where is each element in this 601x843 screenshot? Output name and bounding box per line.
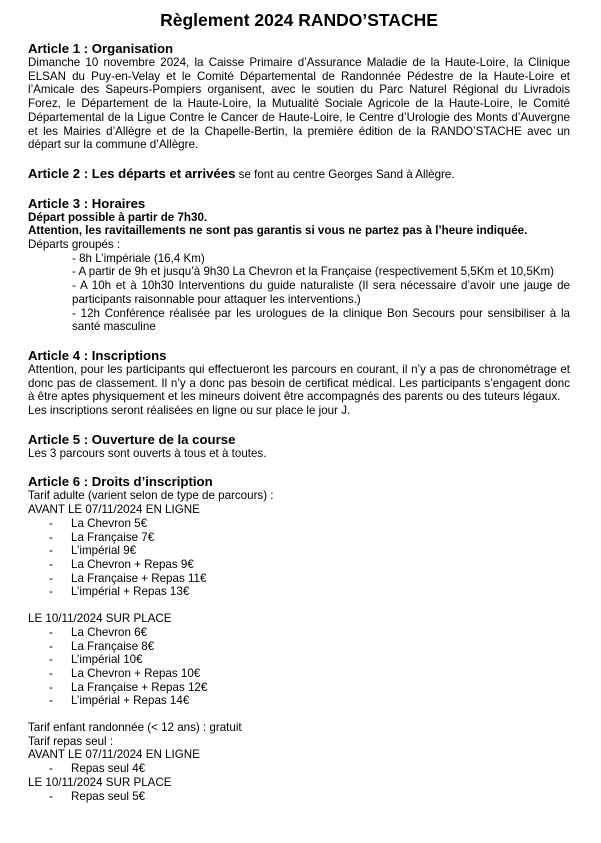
article-4-text-2: Les inscriptions seront réalisées en ligne ou sur place le jour J. [28,404,351,418]
article-5-text: Les 3 parcours sont ouverts à tous et à toutes. [28,446,267,460]
avant-label: AVANT LE 07/11/2024 EN LIGNE [28,503,200,517]
article-3-title: Article 3 : Horaires [28,195,146,211]
article-3-groupes: Départs groupés : [28,238,121,252]
tarif-enfant: Tarif enfant randonnée (< 12 ans) : gratuit [28,721,242,735]
price-list-online [28,517,570,599]
price-item: - Repas seul 5€ [49,789,146,803]
price-item: - La Française 8€ [49,639,155,653]
article-5-title: Article 5 : Ouverture de la course [28,431,236,447]
tarif-adulte: Tarif adulte (varient selon de type de parcours) : [28,489,274,503]
price-item: - La Chevron 6€ [49,625,148,639]
document-title: Règlement 2024 RANDO’STACHE [160,10,438,30]
schedule-item: - 12h Conférence réalisée par les urologues de la clinique Bon Secours pour sensibiliser à la santé masculine [72,306,570,334]
schedule-item: - A partir de 9h et jusqu’à 9h30 La Chevron et la Française (respectivement 5,5Km et 10,5Km) [72,265,555,279]
price-item: - L’impérial + Repas 13€ [49,585,190,599]
schedule-item: - A 10h et à 10h30 Interventions du guide naturaliste (Il sera nécessaire d’avoir une jauge de participants raisonnable pour attaquer les interventions.) [72,279,570,306]
repas-list-online [28,762,570,776]
price-list-onsite [28,626,570,708]
price-item: - La Chevron + Repas 9€ [49,557,194,571]
price-item: - La Française + Repas 11€ [49,571,207,585]
schedule-list [72,252,570,334]
price-item: - L’impérial 10€ [49,653,143,667]
price-item: - L’impérial + Repas 14€ [49,694,190,708]
article-1-text: Dimanche 10 novembre 2024, la Caisse Primaire d’Assurance Maladie de la Haute-Loire, la Clinique ELSAN du Puy-en-Velay et le Comité Départemental de Randonnée Pédestre de la Haute-Loire et l’Amicale des Sapeurs-Pompiers organisent, avec le soutien du Parc Naturel Régional du Livradois Forez, le Département de la Haute-Loire, la Mutualité Sociale Agricole de la Haute-Loire, le Comité Départemental de la Ligue Contre le Cancer de Haute-Loire, le Centre d’Urologie des Monts d’Auvergne et les Mairies d’Allègre et de la Chapelle-Bertin, la première édition de la RANDO’STACHE avec un départ sur la commune d’Allègre. [28,56,570,152]
repas-surplace-label: LE 10/11/2024 SUR PLACE [28,775,172,789]
price-item: - L’impérial 9€ [49,544,137,558]
price-item: - La Chevron + Repas 10€ [49,666,201,680]
article-2-text: se font au centre Georges Sand à Allègre. [235,167,455,181]
article-1-title: Article 1 : Organisation [28,41,174,56]
repas-list-onsite [28,790,570,804]
article-2 [28,166,570,182]
repas-avant-label: AVANT LE 07/11/2024 EN LIGNE [28,748,200,762]
article-4-title: Article 4 : Inscriptions [28,347,167,363]
article-4-text: Attention, pour les participants qui effectueront les parcours en courant, il n’y a pas de chronométrage et donc pas de classement. Il n’y a donc pas besoin de certificat médical. Les participants s’engagent donc à être aptes physiquement et les mineurs doivent être accompagnés des parents ou des tuteurs légaux. [28,362,570,404]
price-item: - Repas seul 4€ [49,762,146,776]
article-3-depart: Départ possible à partir de 7h30. [28,210,208,224]
article-3-attention: Attention, les ravitaillements ne sont pas garantis si vous ne partez pas à l’heure indiquée. [28,224,528,238]
price-item: - La Chevron 5€ [49,516,148,530]
surplace-label: LE 10/11/2024 SUR PLACE [28,612,172,626]
article-2-title: Article 2 : Les départs et arrivées [28,165,236,181]
schedule-item: - 8h L’impériale (16,4 Km) [72,251,205,265]
price-item: - La Française 7€ [49,530,155,544]
tarif-repas: Tarif repas seul : [28,734,114,748]
regulation-document [28,9,570,803]
article-6-title: Article 6 : Droits d’inscription [28,474,213,490]
price-item: - La Française + Repas 12€ [49,680,208,694]
